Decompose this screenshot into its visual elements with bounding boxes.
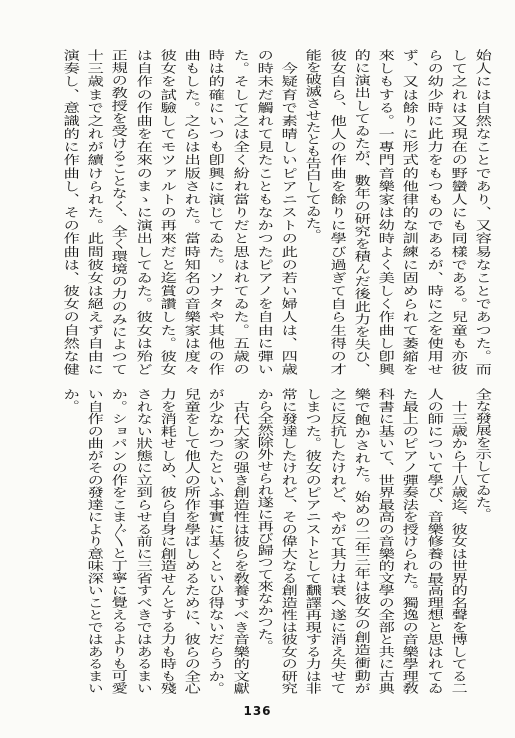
text-column: は自作の作曲を在來のまゝに演出してゐた。彼女は殆ど bbox=[134, 49, 154, 375]
text-column: 彼女を試驗してモツァルトの再來だと迄賞讚した。彼女 bbox=[158, 49, 178, 375]
text-column: ず、又は餘りに形式的他律的な訓練に固められて萎縮を bbox=[400, 49, 420, 375]
text-column: 樂で飽かされた。始めの二年三年は彼女の創造衝動が bbox=[352, 388, 372, 694]
text-column: 常に發達したけれど、その偉大なる創造性は彼女の研究 bbox=[279, 388, 299, 694]
text-column: から全然除外せられ遂に再び歸つて來なかつた。 bbox=[255, 388, 275, 652]
text-column: 古代大家の强き創造性は彼らを敎養すべき音樂的文獻 bbox=[231, 388, 251, 694]
text-column: 時は的確にいつも卽興に演じてゐた。ソナタや其他の作 bbox=[206, 49, 226, 375]
text-column: されない狀態に立到らせる前に三省すべきではあるまい bbox=[134, 388, 154, 694]
text-column: 始人には自然なことであり、又容易なことであつた。而 bbox=[473, 49, 493, 375]
text-column: 曲もした。之らは出版された。當時知名の音樂家は度々 bbox=[182, 49, 202, 375]
text-column: 演奏し、意識的に作曲し、その作曲は、彼女の自然な健 bbox=[61, 49, 81, 375]
text-column: た。そして之は全く紛れ當りだと思はれてゐた。五歳の bbox=[231, 49, 251, 375]
text-column: 今疑育で素晴しいピアニストの此の若い婦人は、四歳 bbox=[279, 49, 299, 375]
text-column: か。ショパンの作をこま〴〵と丁寧に覺えるよりも可愛 bbox=[109, 388, 129, 694]
text-column: 十三歳まで之れが續けられた。此間彼女は絕えず自由に bbox=[85, 49, 105, 375]
text-column: 的に演出してゐたが、數年の研究を積んだ後此力を失ひ、 bbox=[352, 49, 372, 375]
text-column: 十三歳から十八歳迄、彼女は世界的名聲を博してる二 bbox=[449, 388, 469, 694]
text-column: しまつた。彼女のピアニストとして飜譯再現する力は非 bbox=[303, 388, 323, 694]
text-column: 兒童をして他人の所作を學ばしめるために、彼らの全心 bbox=[182, 388, 202, 694]
text-column: らの幼少時に此力をもつものであるが、時に之を使用せ bbox=[425, 49, 444, 375]
text-column: 力を消耗せしめ、彼ら自身に創造せんとする力も時も殘 bbox=[158, 388, 178, 694]
text-column: い自作の曲がその發達により意味深いことではあるまい bbox=[85, 388, 105, 694]
text-column: か。 bbox=[61, 388, 81, 412]
lower-text-block bbox=[0, 388, 515, 694]
text-column: 正規の敎授を受けることなく、全く環境の力のみによつて bbox=[109, 49, 129, 375]
text-column: 全な發展を示してゐた。 bbox=[473, 388, 493, 520]
text-column: 人の師について學び、音樂修養の最高理想と思はれてゐ bbox=[425, 388, 444, 694]
text-column: 彼女自ら、他人の作曲を餘りに學び過ぎて自ら生得の才 bbox=[328, 49, 348, 375]
text-column: して之れは又現在の野蠻人にも同樣である。兒童も亦彼 bbox=[449, 49, 469, 375]
text-column: が少なかつたといふ事實に基くといひ得ないだらうか。 bbox=[206, 388, 226, 694]
text-column: 科書に基いて、世界最高の音樂的文學の全部と共に古典 bbox=[376, 388, 396, 694]
page-number: 136 bbox=[243, 704, 272, 718]
text-column: た最上のピアノ彈奏法を授けられた。獨逸の音樂學理敎 bbox=[400, 388, 420, 694]
upper-text-block bbox=[0, 49, 515, 375]
text-column: の時未だ觸れて見たこともなかつたピアノを自由に彈い bbox=[255, 49, 275, 375]
text-column: 來しもする。一專門音樂家は幼時よく美しく作曲し卽興 bbox=[376, 49, 396, 375]
text-column: 能を破滅させたとも告白してゐた。 bbox=[303, 49, 323, 241]
text-column: 之に反抗したけれど、やがて其力は衰へ遂に消え失せて bbox=[328, 388, 348, 694]
